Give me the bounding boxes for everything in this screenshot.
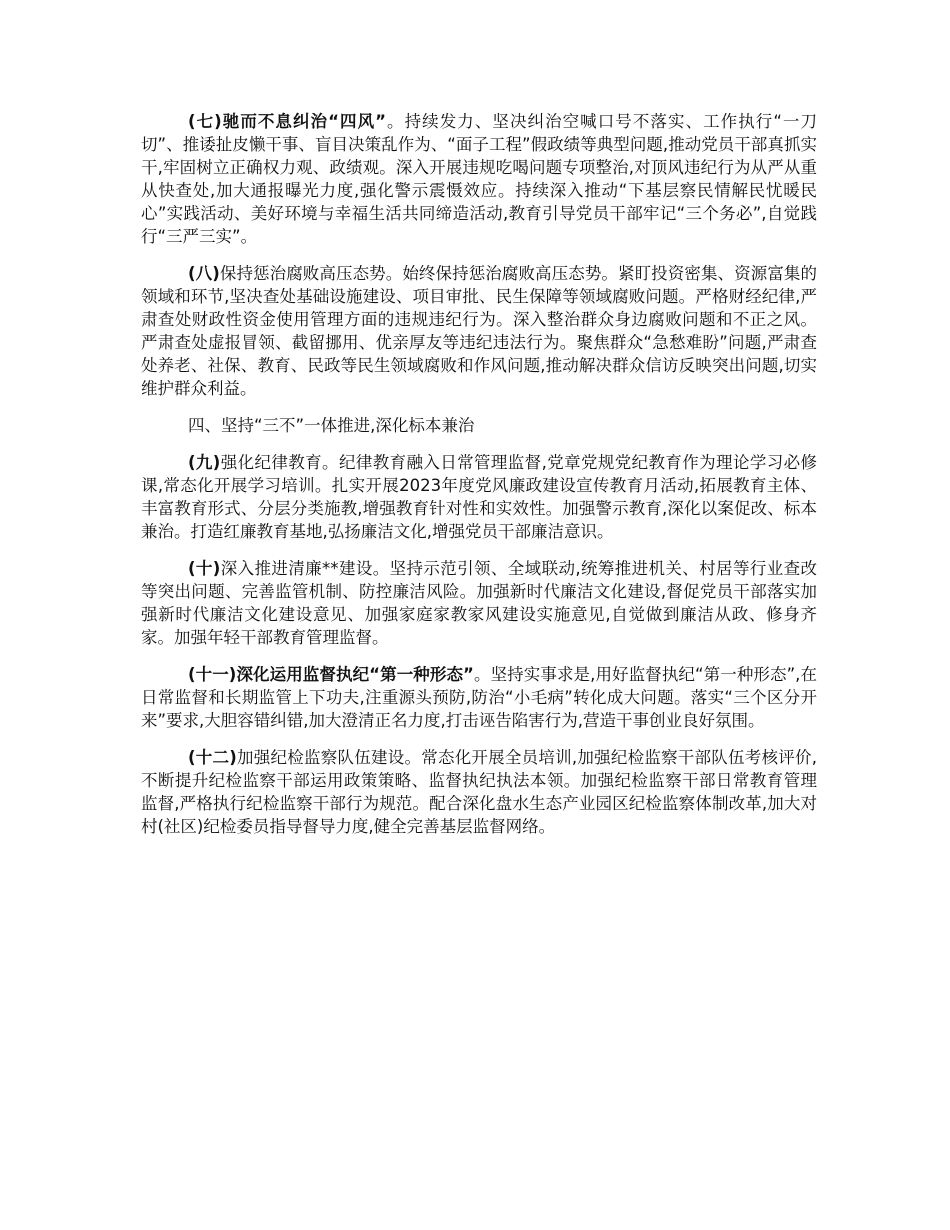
paragraph-lead-heading: 驰而不息纠治“四风” [221,112,386,131]
paragraph-number: (十) [188,559,221,578]
paragraph-7 [141,110,817,248]
paragraph-body: 保持惩治腐败高压态势。始终保持惩治腐败高压态势。紧盯投资密集、资源富集的领域和环节,坚决查处基础设施建设、项目审批、民生保障等领域腐败问题。严格财经纪律,严肃查处财政性资金使用管理方面的违规违纪行为。深入整治群众身边腐败问题和不正之风。严肃查处虚报冒领、截留挪用、优亲厚友等违纪违法行为。聚焦群众“急愁难盼”问题,严肃查处养老、社保、教育、民政等民生领域腐败和作风问题,推动解决群众信访反映突出问题,切实维护群众利益。 [141,264,817,398]
paragraph-12 [141,746,817,838]
document-page [141,110,817,852]
paragraph-body: 加强纪检监察队伍建设。常态化开展全员培训,加强纪检监察干部队伍考核评价,不断提升纪检监察干部运用政策策略、监督执纪执法本领。加强纪检监察干部日常教育管理监督,严格执行纪检监察干部行为规范。配合深化盘水生态产业园区纪检监察体制改革,加大对村(社区)纪检委员指导督导力度,健全完善基层监督网络。 [141,748,817,836]
paragraph-lead-heading: 深化运用监督执纪“第一种形态” [236,665,474,684]
paragraph-number: (十一) [188,665,237,684]
paragraph-8 [141,262,817,400]
section-heading-4: 四、坚持“三不”一体推进,深化标本兼治 [188,416,475,435]
paragraph-10 [141,557,817,649]
paragraph-body: 深入推进清廉**建设。坚持示范引领、全域联动,统筹推进机关、村居等行业查改等突出问题、完善监管机制、防控廉洁风险。加强新时代廉洁文化建设,督促党员干部落实加强新时代廉洁文化建设意见、加强家庭家教家风建设实施意见,自觉做到廉洁从政、修身齐家。加强年轻干部教育管理监督。 [141,559,817,647]
paragraph-number: (八) [188,264,220,283]
paragraph-9 [141,451,817,543]
paragraph-body: 强化纪律教育。纪律教育融入日常管理监督,党章党规党纪教育作为理论学习必修课,常态化开展学习培训。扎实开展2023年度党风廉政建设宣传教育月活动,拓展教育主体、丰富教育形式、分层分类施教,增强教育针对性和实效性。加强警示教育,深化以案促改、标本兼治。打造红廉教育基地,弘扬廉洁文化,增强党员干部廉洁意识。 [141,453,817,541]
paragraph-body: 。坚持实事求是,用好监督执纪“第一种形态”,在日常监督和长期监管上下功夫,注重源头预防,防治“小毛病”转化成大问题。落实“三个区分开来”要求,大胆容错纠错,加大澄清正名力度,打击诬告陷害行为,营造干事创业良好氛围。 [141,665,817,730]
paragraph-body: 。持续发力、坚决纠治空喊口号不落实、工作执行“一刀切”、推诿扯皮懒干事、盲目决策乱作为、“面子工程”假政绩等典型问题,推动党员干部真抓实干,牢固树立正确权力观、政绩观。深入开展违规吃喝问题专项整治,对顶风违纪行为从严从重从快查处,加大通报曝光力度,强化警示震慑效应。持续深入推动“下基层察民情解民忧暖民心”实践活动、美好环境与幸福生活共同缔造活动,教育引导党员干部牢记“三个务必”,自觉践行“三严三实”。 [141,112,817,246]
paragraph-11 [141,663,817,732]
paragraph-number: (九) [188,453,221,472]
paragraph-number: (七) [188,112,222,131]
paragraph-number: (十二) [188,748,237,767]
